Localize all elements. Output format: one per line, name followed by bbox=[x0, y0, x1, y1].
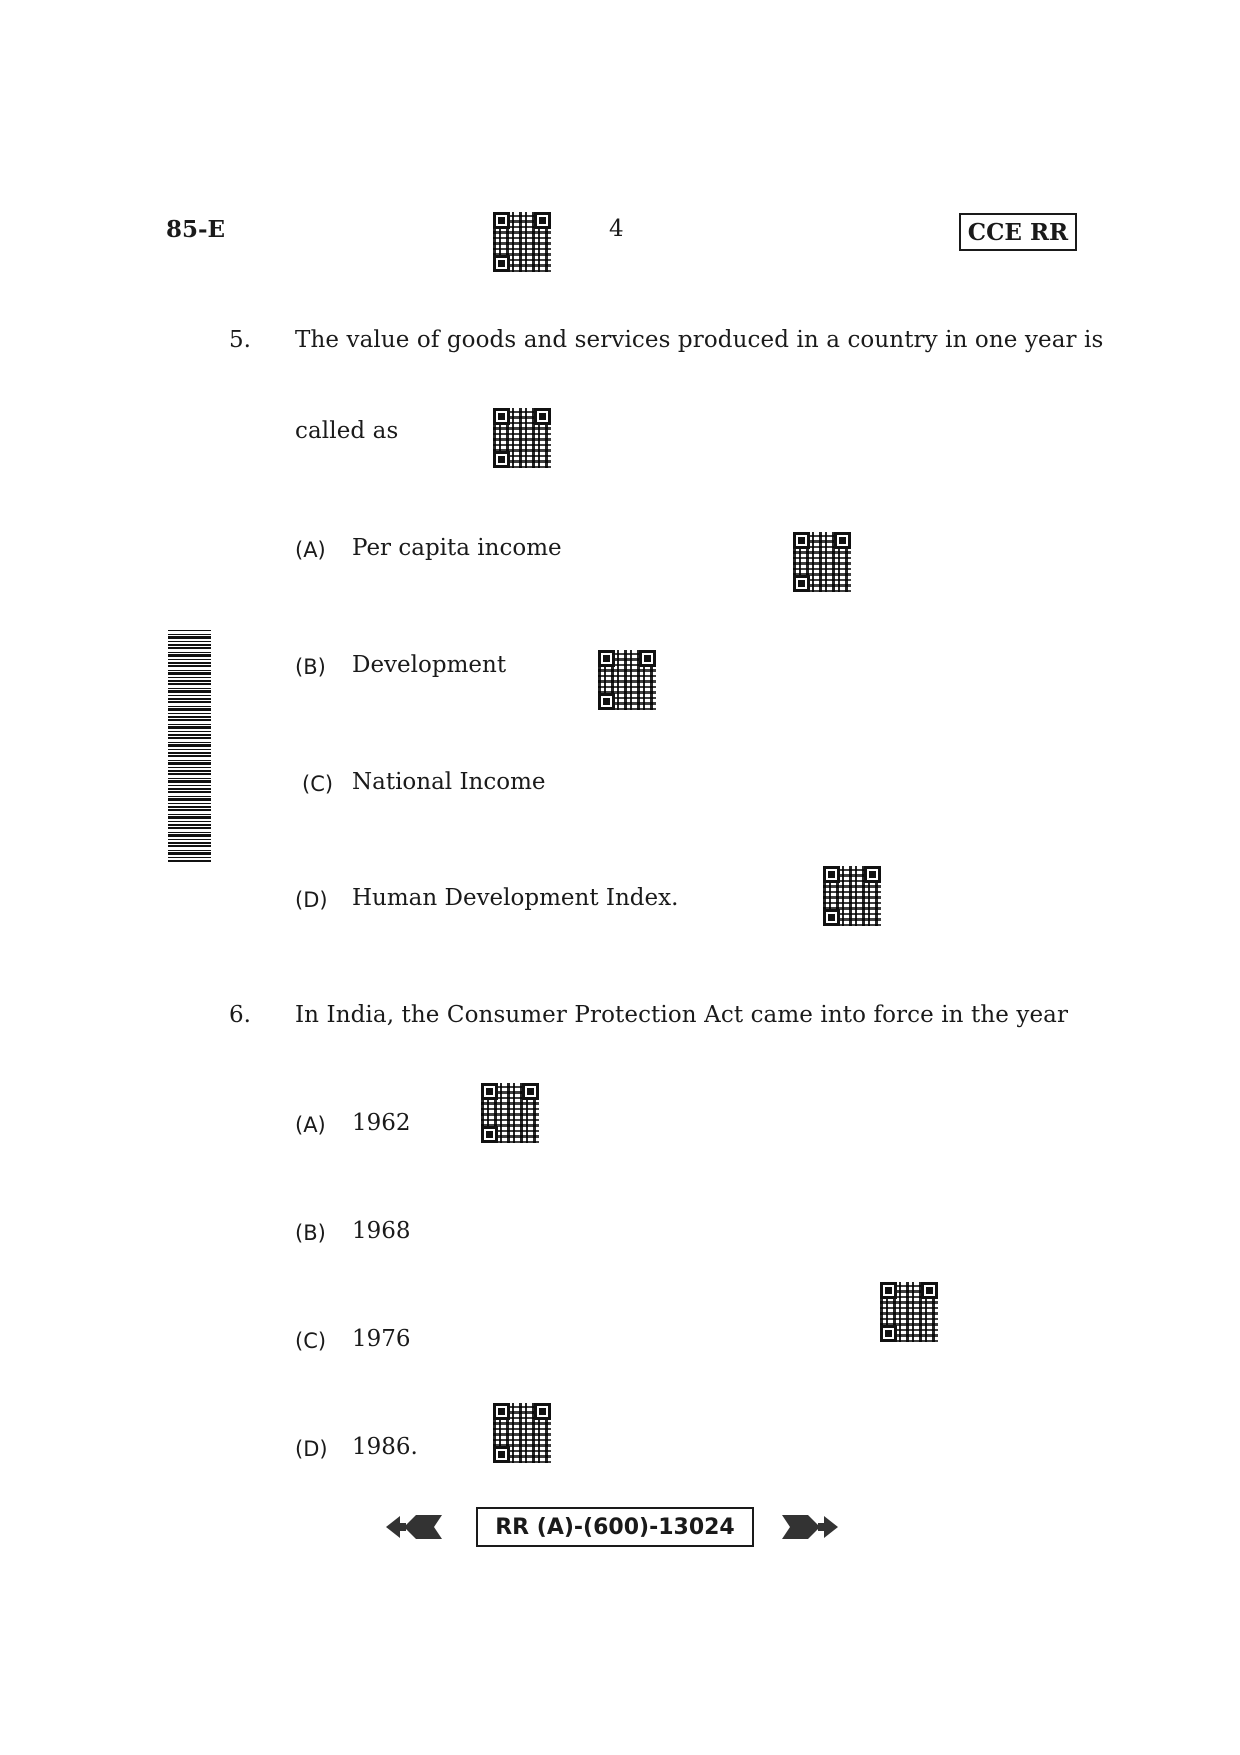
option-letter: (C) bbox=[295, 1329, 327, 1353]
footer-code-box bbox=[476, 1507, 754, 1547]
option-letter: (B) bbox=[295, 1221, 326, 1245]
option-letter: (A) bbox=[295, 1113, 326, 1137]
double-arrow-right-icon bbox=[782, 1512, 838, 1542]
question-text: In India, the Consumer Protection Act came into force in the year bbox=[295, 1002, 1069, 1028]
qr-code-icon bbox=[481, 1083, 539, 1143]
qr-code-icon bbox=[793, 532, 851, 592]
option-text: National Income bbox=[352, 769, 546, 795]
double-arrow-left-icon bbox=[386, 1512, 442, 1542]
option-text: Development bbox=[352, 652, 507, 678]
series-code-box bbox=[959, 213, 1077, 251]
series-code: CCE RR bbox=[967, 218, 1069, 246]
option-text: Human Development Index. bbox=[352, 885, 679, 911]
question-number: 5. bbox=[229, 327, 251, 353]
qr-code-icon bbox=[880, 1282, 938, 1342]
barcode-icon bbox=[168, 630, 211, 862]
option-text: 1962 bbox=[352, 1110, 411, 1136]
paper-code: 85-E bbox=[166, 216, 226, 243]
qr-code-icon bbox=[598, 650, 656, 710]
option-text: Per capita income bbox=[352, 535, 562, 561]
option-text: 1976 bbox=[352, 1326, 411, 1352]
question-number: 6. bbox=[229, 1002, 251, 1028]
option-letter: (D) bbox=[295, 888, 328, 912]
option-letter: (C) bbox=[302, 772, 334, 796]
footer-code: RR (A)-(600)-13024 bbox=[495, 1514, 735, 1540]
qr-code-icon bbox=[493, 212, 551, 272]
question-text: The value of goods and services produced in a country in one year is bbox=[295, 327, 1104, 353]
qr-code-icon bbox=[493, 1403, 551, 1463]
option-letter: (B) bbox=[295, 655, 326, 679]
option-letter: (A) bbox=[295, 538, 326, 562]
option-text: 1968 bbox=[352, 1218, 411, 1244]
question-text-continued: called as bbox=[295, 418, 399, 444]
option-text: 1986. bbox=[352, 1434, 418, 1460]
option-letter: (D) bbox=[295, 1437, 328, 1461]
page-number: 4 bbox=[609, 216, 624, 242]
qr-code-icon bbox=[493, 408, 551, 468]
qr-code-icon bbox=[823, 866, 881, 926]
